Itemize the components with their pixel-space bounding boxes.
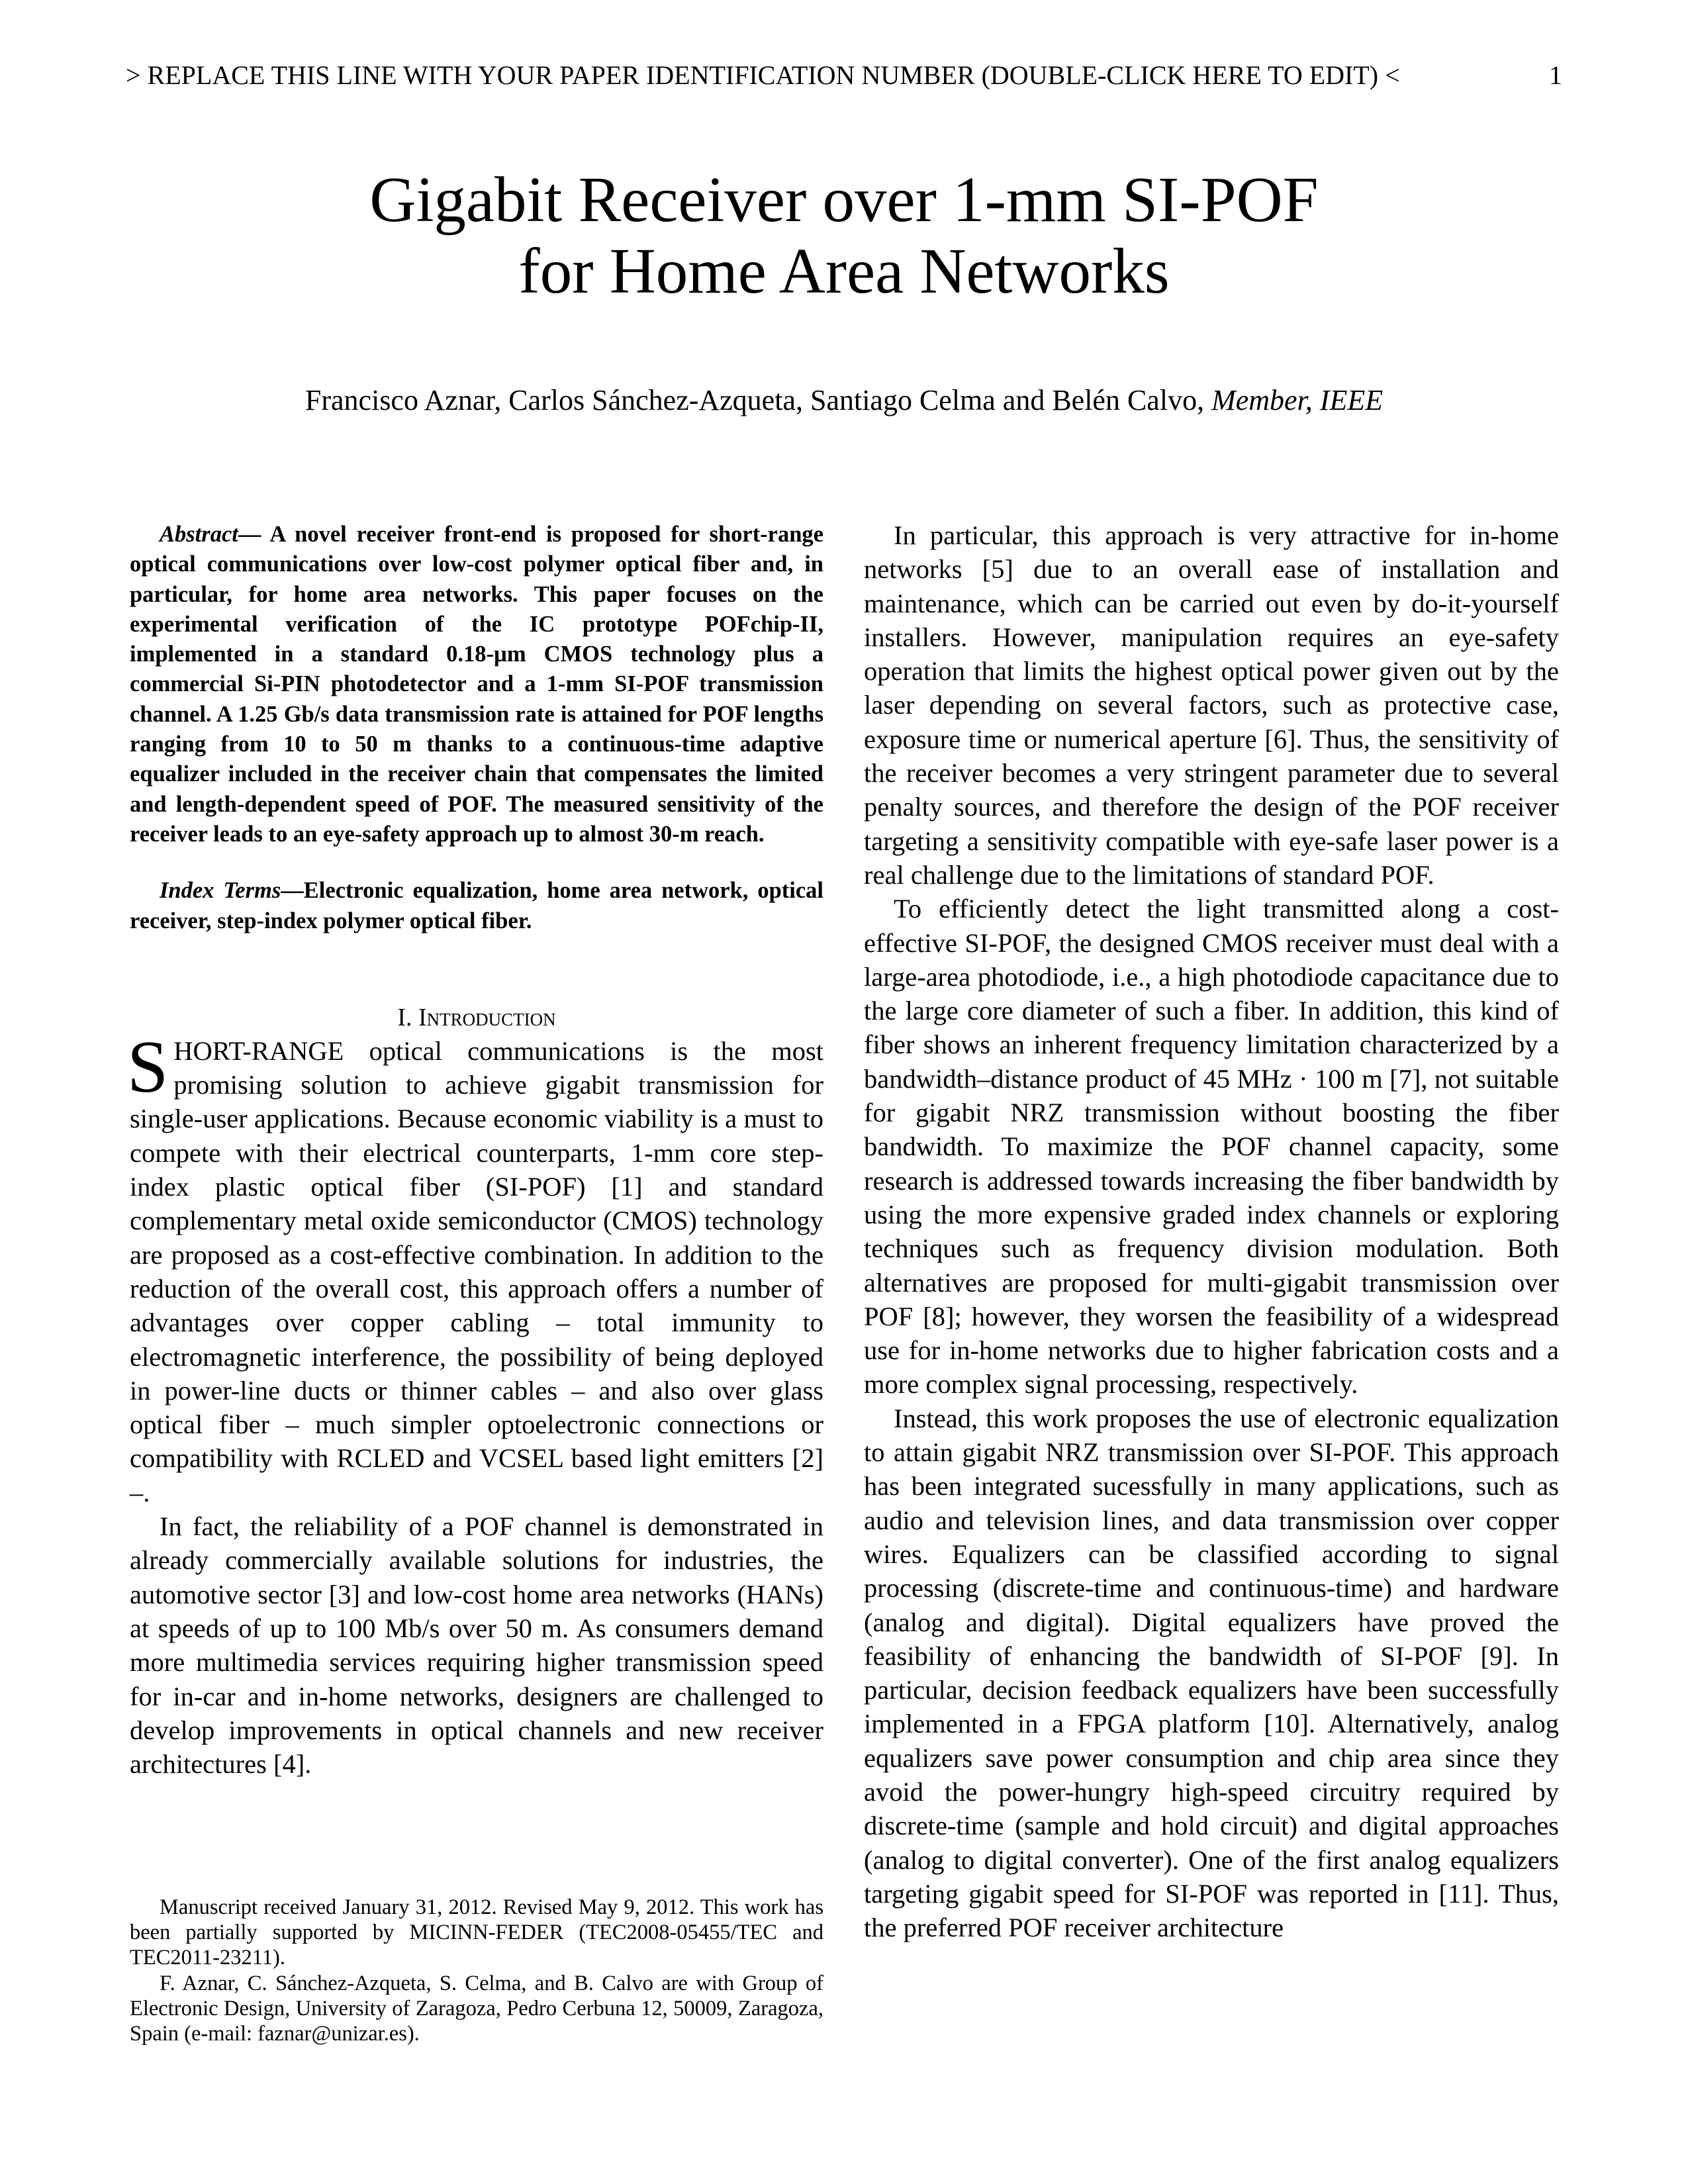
author-names: Francisco Aznar, Carlos Sánchez-Azqueta, Santiago Celma and Belén Calvo, bbox=[305, 384, 1205, 416]
paragraph: In fact, the reliability of a POF channel is demonstrated in already commercially available solutions for industries, the automotive sector [3] and low-cost home area networks (HANs) at speeds of up to 100 Mb/s over 50 m. As consumers demand more multimedia services requiring higher transmission speed for in-car and in-home networks, designers are challenged to develop improvements in optical channels and new receiver architectures [4]. bbox=[130, 1511, 823, 1780]
footnote-author-affiliation: F. Aznar, C. Sánchez-Azqueta, S. Celma, and B. Calvo are with Group of Electronic Design, University of Zaragoza, Pedro Cerbuna 12, 50009, Zaragoza, Spain (e-mail: faznar@unizar.es). bbox=[130, 1971, 823, 2046]
page-number: 1 bbox=[1549, 60, 1562, 90]
index-terms-label: Index Terms bbox=[160, 878, 281, 904]
footnote-manuscript-info: Manuscript received January 31, 2012. Revised May 9, 2012. This work has been partially supported by MICINN-FEDER (TEC2008-05455/TEC and TEC2011-23211). bbox=[130, 1895, 823, 1970]
section-heading-introduction: I. Introduction bbox=[397, 1003, 556, 1031]
paragraph: Instead, this work proposes the use of electronic equalization to attain gigabit NRZ transmission over SI-POF. This approach has been integrated sucessfully in many applications, such as audio and television lines, and data transmission over copper wires. Equalizers can be classified according to signal processing (discrete-time and continuous-time) and hardware (analog and digital). Digital equalizers have proved the feasibility of enhancing the bandwidth of SI-POF [9]. In particular, decision feedback equalizers have been successfully implemented in a FPGA platform [10]. Alternatively, analog equalizers save power consumption and chip area since they avoid the power-hungry high-speed circuitry required by discrete-time (sample and hold circuit) and digital approaches (analog to digital converter). One of the first analog equalizers targeting gigabit speed for SI-POF was reported in [11]. Thus, the preferred POF receiver architecture bbox=[864, 1403, 1559, 1943]
index-terms bbox=[130, 876, 823, 936]
index-terms-dash: — bbox=[281, 878, 304, 904]
paper-title bbox=[0, 164, 1688, 307]
paper-id-placeholder[interactable]: > REPLACE THIS LINE WITH YOUR PAPER IDENTIFICATION NUMBER (DOUBLE-CLICK HERE TO EDIT) < bbox=[126, 60, 1400, 90]
drop-cap: S bbox=[127, 1025, 169, 1108]
abstract-dash: — bbox=[238, 522, 270, 547]
paragraph bbox=[127, 1025, 823, 1509]
author-list bbox=[0, 383, 1688, 418]
title-line-2: for Home Area Networks bbox=[518, 236, 1170, 307]
index-terms-text: Electronic equalization, home area network, optical receiver, step-index polymer optical fiber. bbox=[130, 878, 823, 933]
introduction-body-left bbox=[127, 1025, 823, 1781]
abstract bbox=[130, 520, 823, 849]
paragraph: To efficiently detect the light transmitted along a cost-effective SI-POF, the designed CMOS receiver must deal with a large-area photodiode, i.e., a high photodiode capacitance due to the large core diameter of such a fiber. In addition, this kind of fiber shows an inherent frequency limitation characterized by a bandwidth–distance product of 45 MHz · 100 m [7], not suitable for gigabit NRZ transmission without boosting the fiber bandwidth. To maximize the POF channel capacity, some research is addressed towards increasing the fiber bandwidth by using the more expensive graded index channels or exploring techniques such as frequency division modulation. Both alternatives are proposed for multi-gigabit transmission over POF [8]; however, they worsen the feasibility of a widespread use for in-home networks due to higher fabrication costs and a more complex signal processing, respectively. bbox=[864, 894, 1559, 1400]
abstract-text: A novel receiver front-end is proposed for short-range optical communications over low-cost polymer optical fiber and, in particular, for home area networks. This paper focuses on the experimental verification of the IC prototype POFchip-II, implemented in a standard 0.18-µm CMOS technology plus a commercial Si-PIN photodetector and a 1-mm SI-POF transmission channel. A 1.25 Gb/s data transmission rate is attained for POF lengths ranging from 10 to 50 m thanks to a continuous-time adaptive equalizer included in the receiver chain that compensates the limited and length-dependent speed of POF. The measured sensitivity of the receiver leads to an eye-safety approach up to almost 30-m reach. bbox=[130, 522, 823, 847]
title-line-1: Gigabit Receiver over 1-mm SI-POF bbox=[369, 164, 1319, 235]
abstract-label: Abstract bbox=[160, 522, 238, 547]
left-column bbox=[127, 520, 823, 1781]
footnotes bbox=[130, 1895, 823, 2046]
paragraph: In particular, this approach is very attractive for in-home networks [5] due to an overall ease of installation and maintenance, which can be carried out even by do-it-yourself installers. However, manipulation requires an eye-safety operation that limits the highest optical power given out by the laser depending on several factors, such as protective case, exposure time or numerical aperture [6]. Thus, the sensitivity of the receiver becomes a very stringent parameter due to several penalty sources, and therefore the design of the POF receiver targeting a sensitivity compatible with eye-safe laser power is a real challenge due to the limitations of standard POF. bbox=[864, 520, 1559, 890]
right-column bbox=[864, 518, 1559, 1944]
author-membership: Member, IEEE bbox=[1204, 384, 1383, 416]
paragraph-text: HORT-RANGE optical communications is the most promising solution to achieve gigabit transmission for single-user applications. Because economic viability is a must to compete with their electrical counterparts, 1-mm core step-index plastic optical fiber (SI-POF) [1] and standard complementary metal oxide semiconductor (CMOS) technology are proposed as a cost-effective combination. In addition to the reduction of the overall cost, this approach offers a number of advantages over copper cabling – total immunity to electromagnetic interference, the possibility of being deployed in power-line ducts or thinner cables – and also over glass optical fiber – much simpler optoelectronic connections or compatibility with RCLED and VCSEL based light emitters [2] –. bbox=[130, 1035, 823, 1507]
